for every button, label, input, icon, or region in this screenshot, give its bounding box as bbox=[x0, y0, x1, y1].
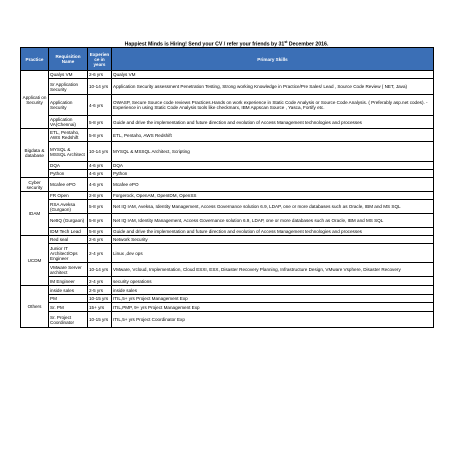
skills-cell: ETL, Pentaho, AWS Redshift bbox=[112, 129, 434, 142]
table-row bbox=[21, 200, 434, 214]
experience-cell: 10-15 yrs bbox=[88, 295, 112, 303]
requisition-cell: IM Engineer bbox=[49, 277, 88, 286]
experience-cell: 2-6 yrs bbox=[88, 71, 112, 79]
skills-cell: VMware, Vcloud, Implementation, Cloud ESXI, ESX, Disaster Recovery Planning, Infrastructure Design, VMware Vsphere, Disaster Recovery bbox=[112, 263, 434, 277]
table-row bbox=[21, 277, 434, 286]
table-row bbox=[21, 170, 434, 178]
practice-cell: Cyber security bbox=[21, 178, 49, 192]
experience-cell: 2-6 yrs bbox=[88, 236, 112, 244]
skills-cell: MYSQL & MSSQL Architect, Scripting bbox=[112, 142, 434, 162]
requisition-cell: Red seal bbox=[49, 236, 88, 244]
requisition-cell: Junior IT Architect/Ops Engineer bbox=[49, 244, 88, 263]
table-row bbox=[21, 263, 434, 277]
practice-cell: UCDM bbox=[21, 236, 49, 286]
skills-cell: Application Security assessment Penetration Testing, Strong working Knowledge in Practice/Pre Sales/ Lead , Source Code Review ( NET, Java) bbox=[112, 79, 434, 95]
table-row bbox=[21, 214, 434, 228]
requisition-cell: MYSQL & MSSQL Architect bbox=[49, 142, 88, 162]
experience-cell: 4-6 yrs bbox=[88, 95, 112, 116]
table-row bbox=[21, 95, 434, 116]
title-superscript: st bbox=[284, 40, 288, 44]
experience-cell: 5-8 yrs bbox=[88, 228, 112, 236]
title-main: Happiest Minds is Hiring! Send your CV / refer your friends by 31 bbox=[124, 41, 285, 48]
skills-cell: Network Security bbox=[112, 236, 434, 244]
requisition-cell: Application Security bbox=[49, 95, 88, 116]
skills-cell: Python bbox=[112, 170, 434, 178]
requisition-cell: VMware Server architect bbox=[49, 263, 88, 277]
practice-cell: IDAM bbox=[21, 192, 49, 236]
skills-cell: Linux ,dev ops bbox=[112, 244, 434, 263]
requisition-cell: ETL, Pentaho, AWS Redshift bbox=[49, 129, 88, 142]
skills-cell: inside sales bbox=[112, 286, 434, 295]
skills-cell: OWASP, Secure Source code reviews Practices.Hands on work experience in Static Code Analysis or Source Code Analysis. ( Preferably asp.net codes). - Experience in using Static Code Analysis tools like checkmarx, IBM Appscan Source , Yasca, Fortify etc. bbox=[112, 95, 434, 116]
table-row bbox=[21, 244, 434, 263]
experience-cell: 15+ yrs bbox=[88, 303, 112, 312]
requisition-cell: Qualys VM bbox=[49, 71, 88, 79]
table-row bbox=[21, 71, 434, 79]
table-row bbox=[21, 129, 434, 142]
header-requisition: Requisition Name bbox=[49, 48, 88, 71]
practice-cell: Bigdata & database bbox=[21, 129, 49, 178]
requisition-cell: inside sales bbox=[49, 286, 88, 295]
skills-cell: Mcafee ePO bbox=[112, 178, 434, 192]
jobs-table bbox=[20, 47, 434, 328]
skills-cell: Qualys VM bbox=[112, 71, 434, 79]
table-row bbox=[21, 303, 434, 312]
skills-cell: Guide and drive the implementation and future direction and evolution of Access Management technologies and processes bbox=[112, 116, 434, 129]
requisition-cell: FR Open bbox=[49, 192, 88, 200]
table-row bbox=[21, 79, 434, 95]
experience-cell: 5-8 yrs bbox=[88, 129, 112, 142]
skills-cell: Forgerock, OpenAM, OpenIDM, OpenSS bbox=[112, 192, 434, 200]
table-row bbox=[21, 286, 434, 295]
table-header-row bbox=[21, 48, 434, 71]
skills-cell: Net IQ IAM, Identity Management, Access Governance solution 6.9, LDAP, one or more databases such as Oracle, IBM and MS SQL bbox=[112, 214, 434, 228]
requisition-cell: DQA bbox=[49, 162, 88, 170]
requisition-cell: RSA Aveksa (Gurgaon) bbox=[49, 200, 88, 214]
table-row bbox=[21, 236, 434, 244]
requisition-cell: Sr. PM bbox=[49, 303, 88, 312]
experience-cell: 10-14 yrs bbox=[88, 142, 112, 162]
skills-cell: Guide and drive the implementation and future direction and evolution of Access Management technologies and processes bbox=[112, 228, 434, 236]
experience-cell: 2-4 yrs bbox=[88, 277, 112, 286]
header-skills: Primary Skills bbox=[112, 48, 434, 71]
requisition-cell: IDM Tech Lead bbox=[49, 228, 88, 236]
requisition-cell: PM bbox=[49, 295, 88, 303]
experience-cell: 4-6 yrs bbox=[88, 178, 112, 192]
experience-cell: 5-8 yrs bbox=[88, 200, 112, 214]
table-row bbox=[21, 162, 434, 170]
experience-cell: 10-14 yrs bbox=[88, 263, 112, 277]
table-body bbox=[21, 71, 434, 328]
table-row bbox=[21, 295, 434, 303]
table-row bbox=[21, 178, 434, 192]
experience-cell: 2-4 yrs bbox=[88, 244, 112, 263]
experience-cell: 10-14 yrs bbox=[88, 79, 112, 95]
experience-cell: 10-15 yrs bbox=[88, 312, 112, 328]
requisition-cell: Sr. Project Coordinator bbox=[49, 312, 88, 328]
title-end: December 2016. bbox=[287, 41, 329, 48]
experience-cell: 2-8 yrs bbox=[88, 192, 112, 200]
table-row bbox=[21, 312, 434, 328]
skills-cell: ITIL,5+ yrs Project Coordinator Exp bbox=[112, 312, 434, 328]
header-experience: Experience in years bbox=[88, 48, 112, 71]
skills-cell: DQA bbox=[112, 162, 434, 170]
experience-cell: 5-8 yrs bbox=[88, 116, 112, 129]
header-practice: Practice bbox=[21, 48, 49, 71]
experience-cell: 2-5 yrs bbox=[88, 286, 112, 295]
table-row bbox=[21, 192, 434, 200]
skills-cell: ITIL,PMP, 9+ yrs Project Management Exp bbox=[112, 303, 434, 312]
requisition-cell: Mcafee ePO bbox=[49, 178, 88, 192]
skills-cell: ITIL,5+ yrs Project Management Exp bbox=[112, 295, 434, 303]
requisition-cell: NetIQ (Gurgaon) bbox=[49, 214, 88, 228]
requisition-cell: Sr Application Security bbox=[49, 79, 88, 95]
practice-cell: Others bbox=[21, 286, 49, 328]
skills-cell: Net IQ IAM, Aveksa, Identity Management, Access Governance solution 6.9, LDAP, one or more databases such as Oracle, IBM and MS SQL bbox=[112, 200, 434, 214]
experience-cell: 4-6 yrs bbox=[88, 170, 112, 178]
table-row bbox=[21, 116, 434, 129]
table-row bbox=[21, 142, 434, 162]
requisition-cell: Application VA(Chennai) bbox=[49, 116, 88, 129]
experience-cell: 4-6 yrs bbox=[88, 162, 112, 170]
experience-cell: 5-8 yrs bbox=[88, 214, 112, 228]
table-row bbox=[21, 228, 434, 236]
practice-cell: Applicati on Security bbox=[21, 71, 49, 129]
skills-cell: security operations bbox=[112, 277, 434, 286]
requisition-cell: Python bbox=[49, 170, 88, 178]
